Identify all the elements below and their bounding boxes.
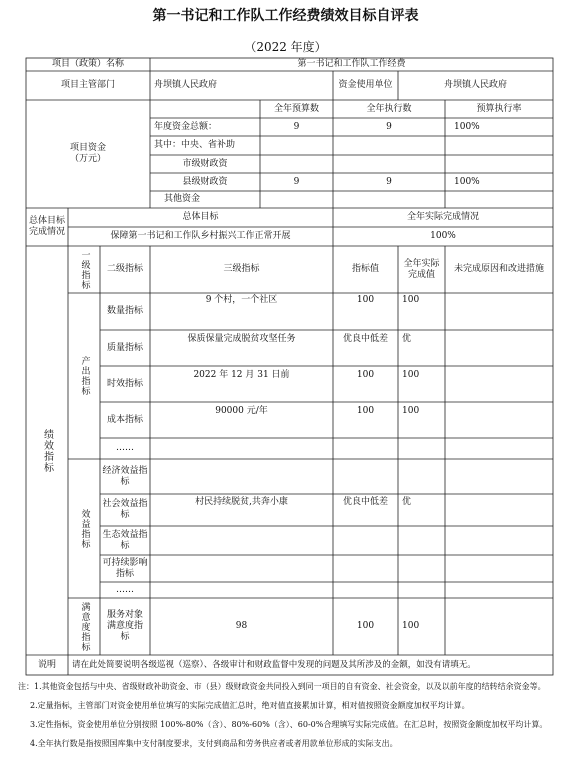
overall-actual-header: 全年实际完成情况 <box>406 212 479 222</box>
funds-row-budget: 9 <box>293 121 300 132</box>
overall-goal-header: 总体目标 <box>182 212 219 222</box>
fiscal-year: （2022 年度） <box>244 40 327 54</box>
l2-satisfaction: 服务对象满意度指标 <box>106 610 143 642</box>
overall-actual: 100% <box>430 231 456 241</box>
header-budget: 全年预算数 <box>273 103 319 114</box>
actual-quantity: 100 <box>402 294 420 305</box>
l2-social: 社会效益指标 <box>102 499 148 520</box>
funds-row-label: 年度资金总额： <box>154 121 218 132</box>
actual-cost: 100 <box>402 405 420 416</box>
header-level1: 一级指标 <box>79 249 90 290</box>
funds-row-rate: 100% <box>454 121 480 132</box>
actual-quality: 优 <box>402 333 412 344</box>
l2-timeliness: 时效指标 <box>106 378 143 389</box>
benefit-more: …… <box>116 584 134 595</box>
header-exec-rate: 预算执行率 <box>476 103 522 114</box>
funds-row-label: 县级财政资 <box>182 176 228 187</box>
page-title: 第一书记和工作队工作经费绩效目标自评表 <box>152 8 419 24</box>
l3-satisfaction: 98 <box>235 621 248 631</box>
funds-label: 项目资金 （万元） <box>69 143 106 164</box>
l3-cost: 90000 元/年 <box>215 405 268 416</box>
header-level2: 二级指标 <box>106 264 143 274</box>
overall-goal: 保障第一书记和工作队乡村振兴工作正常开展 <box>110 231 291 241</box>
l3-timeliness: 2022 年 12 月 31 日前 <box>193 369 290 380</box>
output-more: …… <box>116 443 134 453</box>
header-actual: 全年实际完成值 <box>403 258 440 280</box>
funds-row-label: 其他资金 <box>164 194 201 204</box>
l2-ecological: 生态效益指标 <box>102 529 148 551</box>
l3-quantity: 9 个村，一个社区 <box>205 294 278 305</box>
footnote: 2.定量指标，主管部门对资金使用单位填写的实际完成值汇总时，绝对值直接累加计算，相对值按照资金额度加权平均计算。 <box>30 701 470 710</box>
target-social: 优良中低差 <box>342 496 388 507</box>
target-cost: 100 <box>356 405 375 416</box>
fund-user-label: 资金使用单位 <box>338 80 393 90</box>
footnotes <box>18 680 558 756</box>
footnote: 3.定性指标，资金使用单位分别按照 100%-80%（含）、80%-60%（含）、60-0%合理填写实际完成值。在汇总时，按照资金额度加权平均计算。 <box>30 720 548 729</box>
l3-social: 村民持续脱贫,共奔小康 <box>195 496 288 507</box>
actual-satisfaction: 100 <box>402 621 420 631</box>
header-reason: 未完成原因和改进措施 <box>453 264 544 274</box>
l2-cost: 成本指标 <box>106 414 143 425</box>
dept-value: 舟坝镇人民政府 <box>154 80 218 90</box>
funds-row-budget: 9 <box>293 176 300 187</box>
target-quality: 优良中低差 <box>342 333 388 344</box>
l2-economic: 经济效益指标 <box>102 465 148 487</box>
target-satisfaction: 100 <box>356 621 375 631</box>
remark-label: 说明 <box>37 659 56 670</box>
project-name-value: 第一书记和工作队工作经费 <box>297 59 406 69</box>
satisfaction-label: 满意度指标 <box>79 601 90 652</box>
funds-row-label: 市级财政资 <box>182 158 228 169</box>
footnote: 注：1.其他资金包括与中央、省级财政补助资金、市（县）级财政资金共同投入到同一项目的自有资金、社会资金，以及以前年度的结转结余资金等。 <box>18 682 546 691</box>
l2-sustainable: 可持续影响指标 <box>102 557 148 579</box>
benefit-label: 效益指标 <box>79 508 90 549</box>
target-timeliness: 100 <box>356 369 375 380</box>
header-target: 指标值 <box>351 264 379 274</box>
footnote: 4.全年执行数是指按照国库集中支付制度要求，支付到商品和劳务供应者或者用款单位形成的实际支出。 <box>30 739 398 748</box>
funds-row-rate: 100% <box>454 176 480 187</box>
output-label: 产出指标 <box>79 356 90 396</box>
header-level3: 三级指标 <box>223 264 260 274</box>
header-executed: 全年执行数 <box>366 103 412 114</box>
remark-text: 请在此处简要说明各级巡视（巡察）、各级审计和财政监督中发现的问题及其所涉及的金额，如没有请填无。 <box>72 659 476 670</box>
actual-timeliness: 100 <box>402 369 420 380</box>
funds-row-exec: 9 <box>386 176 392 187</box>
perf-label: 绩效指标 <box>41 428 53 473</box>
l2-quality: 质量指标 <box>106 342 143 353</box>
fund-user-value: 舟坝镇人民政府 <box>443 80 507 90</box>
dept-label: 项目主管部门 <box>60 80 115 90</box>
target-quantity: 100 <box>356 294 375 305</box>
l3-quality: 保质保量完成脱贫攻坚任务 <box>187 333 296 344</box>
funds-row-label: 其中：中央、省补助 <box>154 140 236 150</box>
funds-row-exec: 9 <box>386 121 392 132</box>
project-name-label: 项目（政策）名称 <box>51 59 124 69</box>
l2-quantity: 数量指标 <box>106 306 143 316</box>
overall-label: 总体目标完成情况 <box>28 216 65 237</box>
actual-social: 优 <box>402 496 412 507</box>
